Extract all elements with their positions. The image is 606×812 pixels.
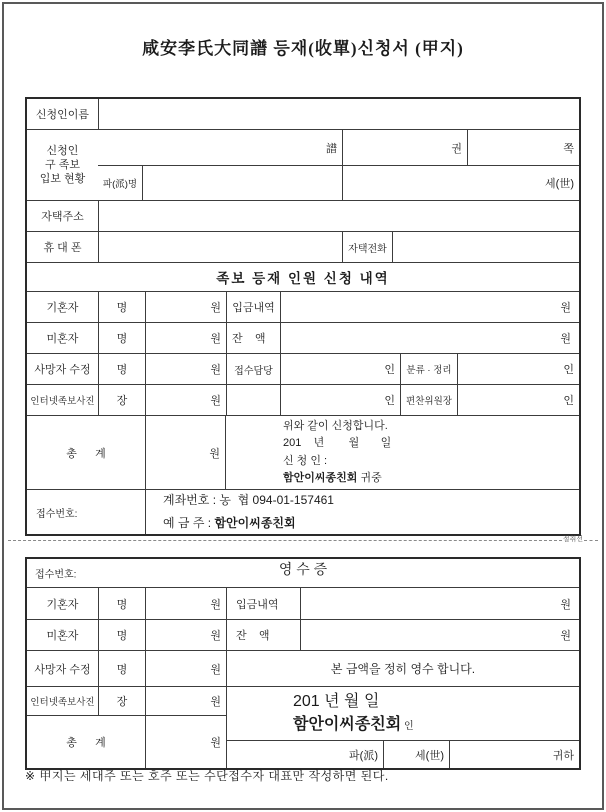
old-register-label: 신청인 구 족보 입보 현황 — [39, 145, 86, 185]
married-amount-field[interactable]: 원 — [145, 588, 226, 619]
receipt-deceased-row — [27, 650, 579, 686]
home-phone-label: 자택전화 — [342, 232, 392, 262]
pa-name-label: 파(派)명 — [102, 179, 138, 190]
receipt-single-row — [27, 619, 579, 650]
receipt-title: 영 수 증 — [278, 561, 328, 577]
deposit-amount-field[interactable]: 원 — [280, 292, 579, 322]
org-name: 함안이씨종친회 — [283, 472, 358, 484]
old-register-row — [27, 129, 579, 200]
cut-line-label: 절취선 — [562, 536, 583, 543]
receipt-number-label: 접수번호: — [36, 508, 78, 520]
receipt-org-name: 함안이씨종친회 — [293, 715, 402, 733]
receipt-internet-row — [27, 687, 226, 715]
deposit-amount-field[interactable]: 원 — [300, 588, 579, 619]
deceased-label: 사망자 수정 — [34, 364, 91, 376]
balance-label: 잔 액 — [226, 620, 300, 650]
pa-field[interactable]: 파(派) — [349, 749, 378, 762]
receipt-signature — [227, 687, 579, 740]
old-register-volume-row — [98, 130, 579, 165]
deceased-row — [27, 353, 579, 384]
chairman-field[interactable]: 인 — [457, 385, 579, 415]
cut-line — [8, 536, 598, 544]
org-suffix: 귀중 — [357, 472, 382, 484]
balance-amount-field[interactable]: 원 — [280, 323, 579, 353]
reception-staff-field[interactable]: 인 — [280, 354, 400, 384]
receipt-number-row — [27, 489, 579, 534]
internet-staff-field[interactable]: 인 — [280, 385, 400, 415]
receipt-statement: 본 금액을 정히 영수 합니다. — [226, 651, 579, 686]
receipt-title-row — [27, 559, 579, 587]
married-unit-label: 명 — [98, 292, 145, 322]
address-field[interactable] — [98, 201, 579, 231]
phone-row — [27, 231, 579, 262]
receipt-bottom-right — [226, 687, 579, 768]
old-register-branch-row — [98, 165, 579, 200]
receipt-form — [25, 557, 581, 770]
deceased-amount-field[interactable]: 원 — [145, 354, 226, 384]
applicant-name-row — [27, 99, 579, 129]
reception-staff-label: 접수담당 — [226, 354, 280, 384]
bo-field[interactable]: 譜 — [326, 142, 337, 155]
holder-value: 함안이씨종친회 — [214, 516, 296, 530]
receipt-bottom-left — [27, 687, 226, 768]
section-title: 족보 등재 인원 신청 내역 — [216, 271, 390, 286]
receipt-married-row — [27, 587, 579, 619]
internet-amount-field[interactable]: 원 — [145, 687, 226, 715]
account-info — [145, 490, 579, 534]
application-form — [25, 97, 581, 536]
page-title: 咸安李氏大同譜 등재(收單)신청서 (甲지) — [142, 39, 464, 58]
address-row — [27, 200, 579, 231]
married-label: 기혼자 — [46, 598, 79, 611]
deceased-unit-label: 명 — [98, 651, 145, 686]
address-label: 자택주소 — [41, 211, 84, 223]
deposit-label: 입금내역 — [226, 588, 300, 619]
total-row — [27, 415, 579, 489]
internet-unit-label: 장 — [98, 687, 145, 715]
deceased-unit-label: 명 — [98, 354, 145, 384]
balance-label: 잔 액 — [226, 323, 280, 353]
receipt-date-line: 201 년 월 일 — [293, 692, 380, 710]
single-amount-field[interactable]: 원 — [145, 620, 226, 650]
chairman-label: 편찬위원장 — [400, 385, 457, 415]
total-label: 총 계 — [66, 737, 106, 749]
sort-staff-field[interactable]: 인 — [457, 354, 579, 384]
internet-unit-label: 장 — [98, 385, 145, 415]
applicant-name-label: 신청인이름 — [35, 109, 90, 121]
married-row — [27, 291, 579, 322]
single-label: 미혼자 — [46, 630, 79, 642]
single-row — [27, 322, 579, 353]
deceased-amount-field[interactable]: 원 — [145, 651, 226, 686]
sort-label: 분류 · 정리 — [400, 354, 457, 384]
gwiha-field[interactable]: 귀하 — [449, 741, 579, 768]
pa-name-field[interactable] — [142, 166, 342, 200]
single-unit-label: 명 — [98, 323, 145, 353]
internet-label: 인터넷족보사진 — [30, 396, 95, 407]
internet-label: 인터넷족보사진 — [30, 697, 95, 708]
balance-amount-field[interactable]: 원 — [300, 620, 579, 650]
receipt-total-row — [27, 715, 226, 768]
deceased-label: 사망자 수정 — [34, 663, 91, 676]
total-label: 총 계 — [66, 447, 106, 460]
account-number-line: 계좌번호 : 농 협 094-01-157461 — [163, 493, 334, 507]
home-phone-field[interactable] — [392, 232, 579, 262]
jjok-field[interactable]: 쪽 — [467, 130, 579, 165]
total-amount-field[interactable]: 원 — [145, 416, 225, 489]
section-title-row — [27, 262, 579, 291]
receipt-bottom-block — [27, 686, 579, 768]
applicant-name-field[interactable] — [98, 99, 579, 129]
internet-row — [27, 384, 579, 415]
married-label: 기혼자 — [46, 302, 79, 314]
se-field[interactable]: 세(世) — [342, 166, 579, 200]
receipt-org-seal: 인 — [403, 720, 414, 732]
mobile-label: 휴 대 폰 — [43, 242, 82, 254]
deposit-label: 입금내역 — [226, 292, 280, 322]
receipt-number-label: 접수번호: — [35, 569, 77, 581]
cut-line-dashes — [8, 540, 562, 541]
total-amount-field[interactable]: 원 — [145, 716, 226, 768]
old-register-fields — [98, 130, 579, 200]
married-amount-field[interactable]: 원 — [145, 292, 226, 322]
married-unit-label: 명 — [98, 588, 145, 619]
holder-label: 예 금 주 : — [163, 516, 215, 530]
single-label: 미혼자 — [46, 333, 79, 345]
cut-line-dashes-tail — [584, 540, 598, 541]
internet-blank-cell — [226, 385, 280, 415]
single-amount-field[interactable]: 원 — [145, 323, 226, 353]
single-unit-label: 명 — [98, 620, 145, 650]
apply-statement: 위와 같이 신청합니다. 201 년 월 일 신 청 인 : 함안이씨종친회 귀중 — [225, 416, 579, 489]
kwon-field[interactable]: 권 — [342, 130, 467, 165]
se-field[interactable]: 세(世) — [383, 741, 449, 768]
mobile-field[interactable] — [98, 232, 342, 262]
receipt-addressee-row — [227, 740, 579, 768]
internet-amount-field[interactable]: 원 — [145, 385, 226, 415]
footnote: ※ 甲지는 세대주 또는 호주 또는 수단접수자 대표만 작성하면 된다. — [25, 769, 389, 783]
